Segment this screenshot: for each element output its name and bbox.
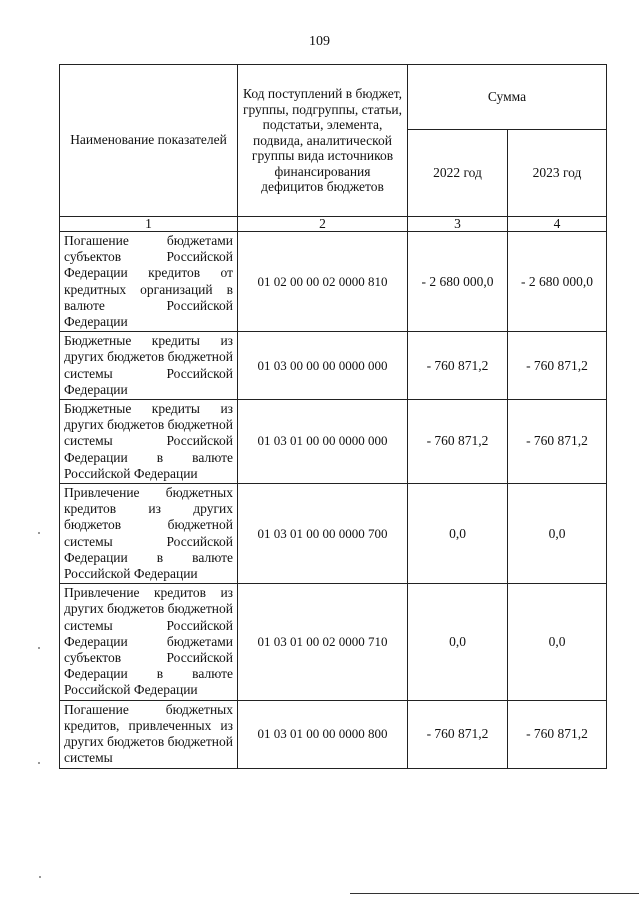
table-row (60, 332, 607, 400)
row-value-2022: 0,0 (408, 584, 508, 700)
header-name: Наименование показателей (60, 65, 238, 217)
row-value-2023: - 760 871,2 (508, 700, 607, 768)
column-number: 2 (238, 217, 408, 232)
row-name: Погашение бюджетных кредитов, привлеченных из других бюджетов бюджетной системы (60, 700, 238, 768)
column-number: 4 (508, 217, 607, 232)
page-number: 109 (309, 34, 330, 49)
row-name: Бюджетные кредиты из других бюджетов бюджетной системы Российской Федерации (60, 332, 238, 400)
header-year-2022: 2022 год (408, 130, 508, 217)
scan-speck (39, 876, 41, 878)
row-value-2022: - 760 871,2 (408, 332, 508, 400)
row-value-2023: - 2 680 000,0 (508, 232, 607, 332)
header-code: Код поступлений в бюджет, группы, подгруппы, статьи, подстатьи, элемента, подвида, аналитической группы вида источников финансирования дефицитов бюджетов (238, 65, 408, 217)
scan-speck (38, 762, 40, 764)
row-value-2023: 0,0 (508, 484, 607, 584)
row-value-2023: - 760 871,2 (508, 400, 607, 484)
column-number: 1 (60, 217, 238, 232)
table-row (60, 400, 607, 484)
header-sum: Сумма (408, 65, 607, 130)
row-value-2022: - 760 871,2 (408, 400, 508, 484)
table-row (60, 700, 607, 768)
column-number: 3 (408, 217, 508, 232)
header-year-2023: 2023 год (508, 130, 607, 217)
scan-speck (38, 647, 40, 649)
row-code: 01 02 00 00 02 0000 810 (238, 232, 408, 332)
row-value-2023: 0,0 (508, 584, 607, 700)
row-name: Бюджетные кредиты из других бюджетов бюджетной системы Российской Федерации в валюте Российской Федерации (60, 400, 238, 484)
row-code: 01 03 01 00 00 0000 800 (238, 700, 408, 768)
scan-speck (38, 532, 40, 534)
row-value-2022: - 760 871,2 (408, 700, 508, 768)
row-name: Привлечение кредитов из других бюджетов бюджетной системы Российской Федерации бюджетами субъектов Российской Федерации в валюте Российской Федерации (60, 584, 238, 700)
table-row (60, 232, 607, 332)
scan-edge-line (350, 893, 639, 894)
row-value-2022: - 2 680 000,0 (408, 232, 508, 332)
table-row (60, 484, 607, 584)
row-code: 01 03 01 00 00 0000 000 (238, 400, 408, 484)
row-value-2022: 0,0 (408, 484, 508, 584)
row-code: 01 03 01 00 02 0000 710 (238, 584, 408, 700)
table-header-row (60, 65, 607, 130)
row-name: Погашение бюджетами субъектов Российской Федерации кредитов от кредитных организаций в валюте Российской Федерации (60, 232, 238, 332)
row-value-2023: - 760 871,2 (508, 332, 607, 400)
column-number-row (60, 217, 607, 232)
row-code: 01 03 00 00 00 0000 000 (238, 332, 408, 400)
row-code: 01 03 01 00 00 0000 700 (238, 484, 408, 584)
row-name: Привлечение бюджетных кредитов из других бюджетов бюджетной системы Российской Федерации в валюте Российской Федерации (60, 484, 238, 584)
budget-sources-table (59, 64, 607, 769)
table-row (60, 584, 607, 700)
